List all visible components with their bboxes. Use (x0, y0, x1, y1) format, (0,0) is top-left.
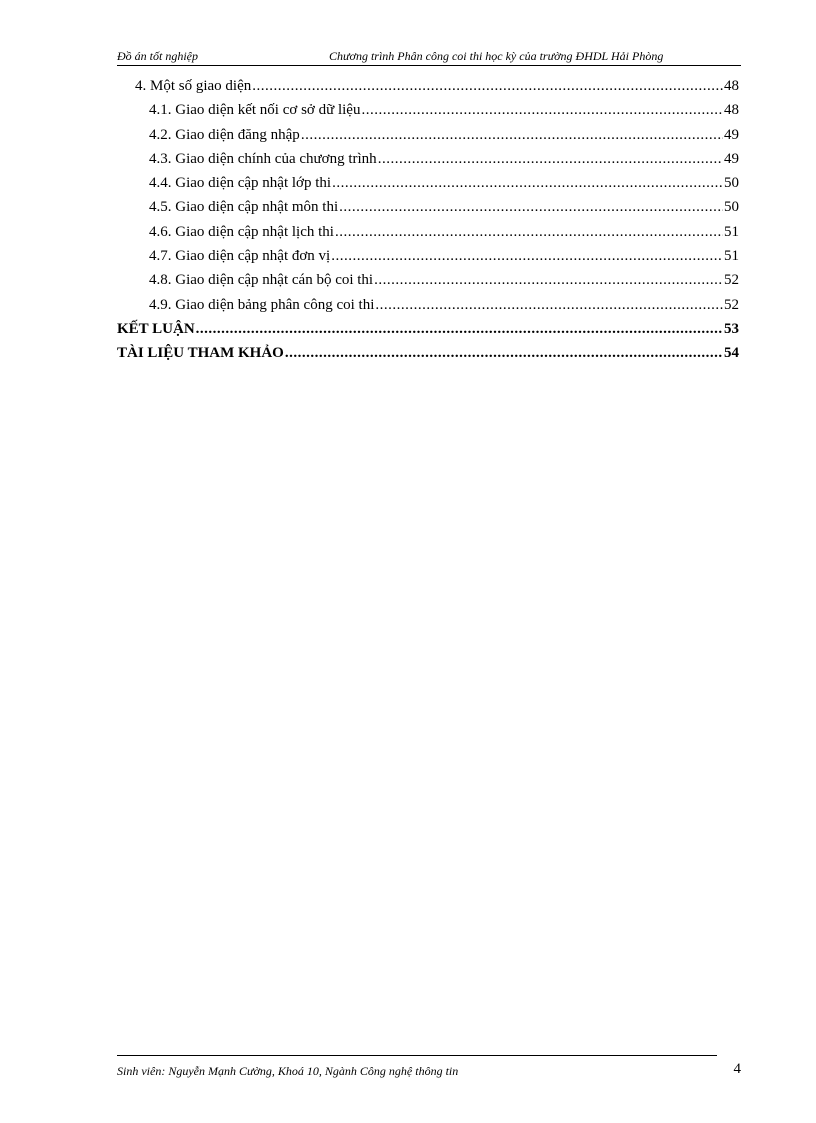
toc-entry-page: 51 (724, 248, 739, 265)
footer-divider (117, 1055, 717, 1056)
toc-entry-page: 53 (724, 320, 739, 337)
toc-entry-page: 48 (724, 102, 739, 119)
toc-entry[interactable] (117, 98, 739, 122)
footer-student-info: Sinh viên: Nguyễn Mạnh Cường, Khoá 10, Ngành Công nghệ thông tin (117, 1064, 459, 1078)
toc-entry-title: TÀI LIỆU THAM KHẢO (117, 345, 284, 362)
toc-leader-dots (285, 341, 723, 365)
toc-entry[interactable] (117, 147, 739, 171)
toc-entry[interactable] (117, 293, 739, 317)
toc-leader-dots (252, 74, 723, 98)
toc-entry-page: 49 (724, 150, 739, 167)
toc-entry-title: KẾT LUẬN (117, 320, 195, 337)
header-right-title: Chương trình Phân công coi thi học kỳ của trường ĐHDL Hải Phòng (329, 49, 664, 63)
toc-entry-page: 54 (724, 345, 739, 362)
toc-entry[interactable] (117, 268, 739, 292)
toc-entry-title: 4.7. Giao diện cập nhật đơn vị (149, 248, 331, 265)
toc-entry-title: 4.1. Giao diện kết nối cơ sở dữ liệu (149, 102, 361, 119)
toc-leader-dots (339, 195, 723, 219)
toc-leader-dots (361, 98, 723, 122)
toc-entry-page: 49 (724, 126, 739, 143)
toc-leader-dots (374, 268, 723, 292)
toc-entry-title: 4.2. Giao diện đăng nhập (149, 126, 300, 143)
toc-leader-dots (378, 147, 723, 171)
toc-entry[interactable] (117, 220, 739, 244)
toc-entry[interactable] (117, 74, 739, 98)
toc-entry-title: 4.9. Giao diện bảng phân công coi thi (149, 296, 375, 313)
toc-entry-page: 48 (724, 78, 739, 94)
toc-entry-title: 4.8. Giao diện cập nhật cán bộ coi thi (149, 272, 374, 289)
toc-entry-conclusion[interactable] (117, 317, 739, 341)
toc-entry-page: 50 (724, 175, 739, 192)
toc-entry-title: 4.3. Giao diện chính của chương trình (149, 150, 377, 167)
toc-entry-title: 4.6. Giao diện cập nhật lịch thi (149, 223, 334, 240)
toc-entry-title: 4.5. Giao diện cập nhật môn thi (149, 199, 339, 216)
toc-leader-dots (332, 171, 723, 195)
toc-leader-dots (375, 293, 723, 317)
toc-entry-title: 4. Một số giao diện (135, 78, 252, 94)
toc-leader-dots (301, 123, 723, 147)
toc-leader-dots (335, 220, 723, 244)
page-header (117, 47, 741, 66)
toc-leader-dots (196, 317, 723, 341)
header-left-title: Đồ án tốt nghiệp (117, 49, 198, 63)
toc-entry-page: 51 (724, 223, 739, 240)
toc-entry[interactable] (117, 123, 739, 147)
toc-entry-title: 4.4. Giao diện cập nhật lớp thi (149, 175, 332, 192)
toc-entry-page: 52 (724, 296, 739, 313)
toc-entry[interactable] (117, 195, 739, 219)
page-number: 4 (733, 1061, 741, 1077)
table-of-contents (117, 74, 739, 366)
toc-entry[interactable] (117, 244, 739, 268)
toc-entry-page: 52 (724, 272, 739, 289)
toc-leader-dots (331, 244, 723, 268)
toc-entry-page: 50 (724, 199, 739, 216)
toc-entry[interactable] (117, 171, 739, 195)
toc-entry-references[interactable] (117, 341, 739, 365)
